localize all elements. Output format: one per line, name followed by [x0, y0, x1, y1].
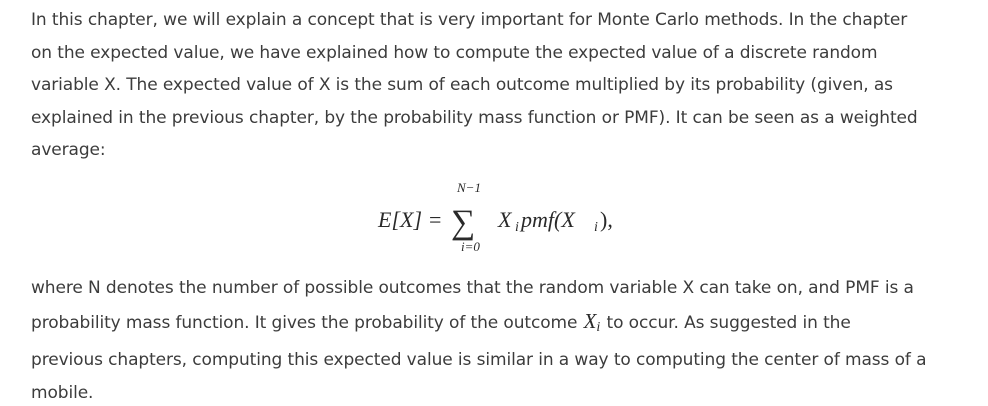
formula-lower-limit: i=0	[461, 239, 480, 254]
formula-pmf-subscript: i	[594, 220, 598, 235]
formula-lhs: E[X]	[378, 207, 422, 232]
inline-variable-xi	[583, 309, 602, 333]
formula-equals: =	[429, 207, 442, 232]
document-body	[31, 4, 971, 403]
explanation-line-2-after: to occur. As suggested in the	[606, 312, 851, 333]
explanation-paragraph	[31, 272, 926, 406]
formula-sigma: ∑	[451, 204, 476, 241]
explanation-line-4: mobile.	[31, 382, 94, 403]
intro-line-3: variable X. The expected value of X is the sum of each outcome multiplied by its probability (given, as	[31, 75, 893, 95]
explanation-line-2	[31, 305, 926, 345]
expected-value-formula	[31, 179, 971, 259]
formula-pmf: pmf(X	[521, 207, 575, 232]
formula-closing: ),	[600, 207, 613, 232]
formula-body-x: X	[498, 207, 512, 232]
intro-line-1: In this chapter, we will explain a concept that is very important for Monte Carlo methods. In the chapter	[31, 10, 908, 30]
explanation-line-1: where N denotes the number of possible outcomes that the random variable X can take on, and PMF is a	[31, 278, 914, 298]
intro-line-2: on the expected value, we have explained how to compute the expected value of a discrete random	[31, 42, 878, 63]
inline-var: X	[583, 308, 597, 333]
inline-sub: i	[596, 319, 601, 335]
formula-upper-limit: N−1	[457, 180, 481, 195]
intro-line-4: explained in the previous chapter, by the probability mass function or PMF). It can be seen as a weighted	[31, 107, 918, 128]
explanation-line-2-before: probability mass function. It gives the probability of the outcome	[31, 312, 578, 333]
intro-paragraph	[31, 4, 971, 167]
formula-svg	[31, 179, 971, 259]
explanation-line-3: previous chapters, computing this expected value is similar in a way to computing the center of mass of a	[31, 350, 927, 370]
formula-body-subscript: i	[515, 220, 519, 235]
intro-line-5: average:	[31, 140, 106, 160]
